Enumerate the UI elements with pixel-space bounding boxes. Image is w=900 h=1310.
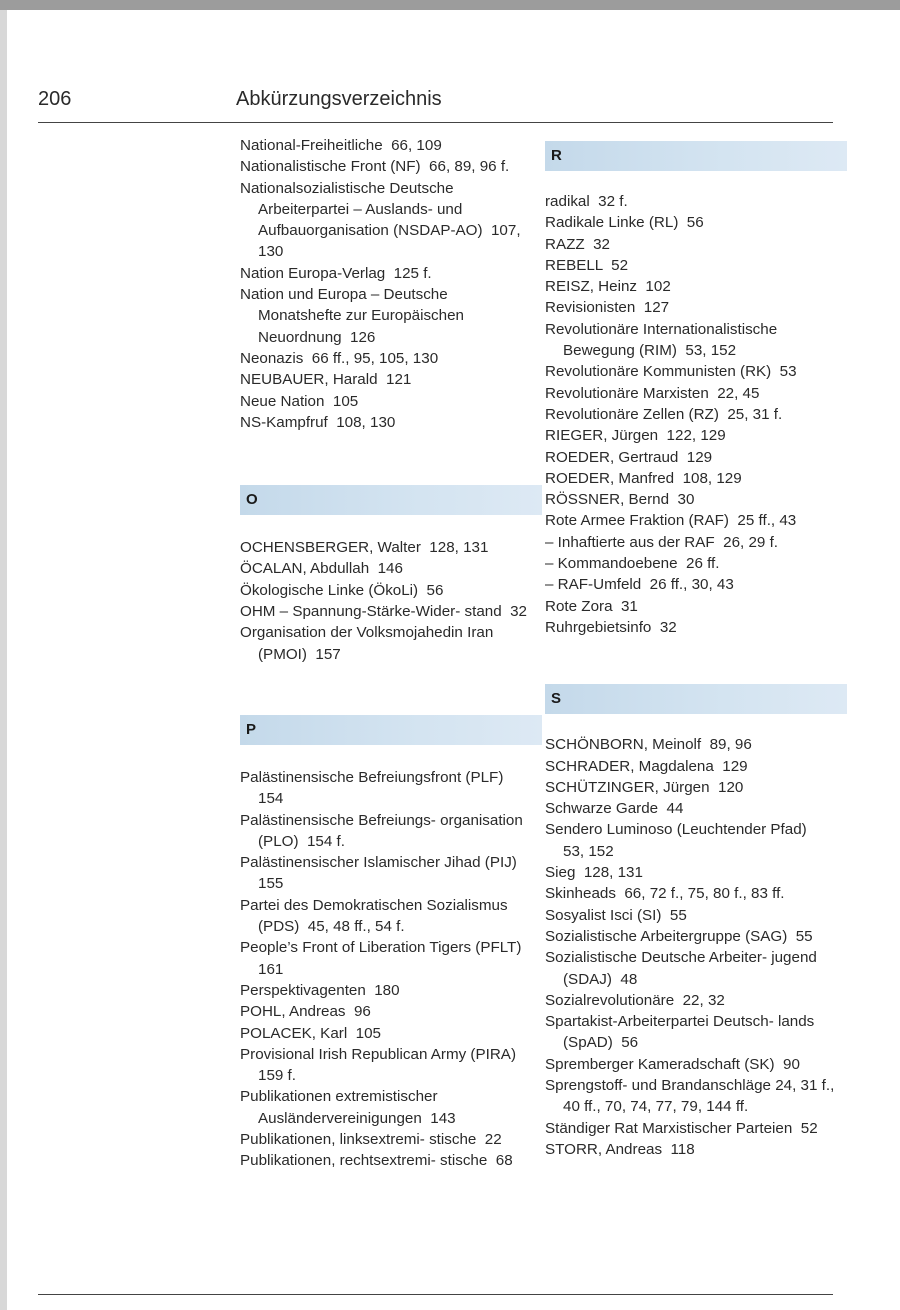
letter-heading-s: S xyxy=(545,684,847,714)
section-n xyxy=(240,135,530,433)
index-entry: OCHENSBERGER, Walter 128, 131 xyxy=(240,539,489,557)
index-entry: NEUBAUER, Harald 121 xyxy=(240,371,412,389)
index-entry: Provisional Irish Republican Army (PIRA) 159 f. xyxy=(240,1045,525,1085)
letter-heading-r: R xyxy=(545,141,847,171)
index-subentry: – Kommandoebene 26 ff. xyxy=(545,555,720,573)
index-entry: Sosyalist Isci (SI) 55 xyxy=(545,906,687,924)
index-entry: REISZ, Heinz 102 xyxy=(545,278,671,296)
index-entry: Ökologische Linke (ÖkoLi) 56 xyxy=(240,581,444,599)
index-entry: Publikationen, linksextremi- stische 22 xyxy=(240,1130,502,1148)
index-entry: Sozialrevolutionäre 22, 32 xyxy=(545,991,725,1009)
index-entry: Palästinensischer Islamischer Jihad (PIJ) 155 xyxy=(240,854,526,893)
header-rule xyxy=(38,122,833,123)
index-entry: ÖCALAN, Abdullah 146 xyxy=(240,560,403,578)
index-entry: Organisation der Volksmojahedin Iran (PMOI) 157 xyxy=(240,624,498,663)
index-subentry: – RAF-Umfeld 26 ff., 30, 43 xyxy=(545,576,734,594)
index-entry: Ständiger Rat Marxistischer Parteien 52 xyxy=(545,1119,818,1137)
letter-heading-o: O xyxy=(240,485,542,515)
index-entry: RÖSSNER, Bernd 30 xyxy=(545,491,695,509)
index-entry: Spremberger Kameradschaft (SK) 90 xyxy=(545,1055,800,1073)
index-entry: Revisionisten 127 xyxy=(545,299,670,317)
index-entry: SCHRADER, Magdalena 129 xyxy=(545,757,748,775)
index-entry: Sprengstoff- und Brandanschläge 24, 31 f., 40 ff., 70, 74, 77, 79, 144 ff. xyxy=(545,1076,839,1116)
letter-heading-p: P xyxy=(240,715,542,745)
index-entry: SCHÖNBORN, Meinolf 89, 96 xyxy=(545,736,752,754)
index-entry: Schwarze Garde 44 xyxy=(545,800,684,818)
index-entry: National-Freiheitliche 66, 109 xyxy=(240,137,442,154)
index-subentry: – Inhaftierte aus der RAF 26, 29 f. xyxy=(545,533,779,551)
section-p xyxy=(240,767,530,1172)
index-entry: ROEDER, Gertraud 129 xyxy=(545,448,713,466)
index-entry: STORR, Andreas 118 xyxy=(545,1140,695,1158)
index-entry: radikal 32 f. xyxy=(545,193,628,210)
index-entry: RAZZ 32 xyxy=(545,235,610,253)
index-entry: POHL, Andreas 96 xyxy=(240,1003,371,1021)
index-entry: Revolutionäre Kommunisten (RK) 53 xyxy=(545,363,797,381)
index-entry: People’s Front of Liberation Tigers (PFLT) 161 xyxy=(240,939,530,978)
page-number: 206 xyxy=(38,88,72,110)
index-entry: Nationalistische Front (NF) 66, 89, 96 f. xyxy=(240,158,510,176)
index-entry: Perspektivagenten 180 xyxy=(240,981,400,999)
section-s xyxy=(545,734,839,1160)
index-entry: NS-Kampfruf 108, 130 xyxy=(240,413,396,431)
index-column-right xyxy=(545,135,839,1160)
index-entry: Revolutionäre Marxisten 22, 45 xyxy=(545,384,760,402)
index-entry: Sendero Luminoso (Leuchtender Pfad) 53, 152 xyxy=(545,821,816,860)
index-entry: Spartakist-Arbeiterpartei Deutsch- lands (SpAD) 56 xyxy=(545,1013,819,1052)
index-entry: Radikale Linke (RL) 56 xyxy=(545,214,704,232)
index-entry: Nationalsozialistische Deutsche Arbeiterpartei – Auslands- und Aufbauorganisation (NSDAP-AO) 107, 130 xyxy=(240,179,525,261)
index-entry: Nation Europa-Verlag 125 f. xyxy=(240,264,432,282)
index-entry: Partei des Demokratischen Sozialismus (PDS) 45, 48 ff., 54 f. xyxy=(240,896,512,936)
index-column-left xyxy=(240,135,530,1172)
index-entry: REBELL 52 xyxy=(545,256,629,274)
scan-border-left xyxy=(0,10,7,1310)
index-entry: OHM – Spannung-Stärke-Wider- stand 32 xyxy=(240,603,528,621)
index-entry: Ruhrgebietsinfo 32 xyxy=(545,618,677,636)
index-entry: Rote Armee Fraktion (RAF) 25 ff., 43 xyxy=(545,512,797,530)
index-entry: Palästinensische Befreiungs- organisation (PLO) 154 f. xyxy=(240,811,528,850)
index-entry: RIEGER, Jürgen 122, 129 xyxy=(545,427,726,445)
page-header xyxy=(38,88,833,118)
index-entry: Sozialistische Deutsche Arbeiter- jugend (SDAJ) 48 xyxy=(545,949,822,988)
index-entry: POLACEK, Karl 105 xyxy=(240,1024,381,1042)
index-entry: Revolutionäre Internationalistische Bewegung (RIM) 53, 152 xyxy=(545,320,782,360)
index-entry: Publikationen, rechtsextremi- stische 68 xyxy=(240,1152,513,1170)
index-entry: ROEDER, Manfred 108, 129 xyxy=(545,469,742,487)
footer-rule xyxy=(38,1294,833,1295)
index-entry: Revolutionäre Zellen (RZ) 25, 31 f. xyxy=(545,405,783,423)
index-entry: Sieg 128, 131 xyxy=(545,864,643,882)
index-entry: Neue Nation 105 xyxy=(240,392,359,410)
index-entry: SCHÜTZINGER, Jürgen 120 xyxy=(545,778,744,796)
index-entry: Palästinensische Befreiungsfront (PLF) 154 xyxy=(240,768,512,808)
index-entry: Sozialistische Arbeitergruppe (SAG) 55 xyxy=(545,927,813,945)
index-entry: Rote Zora 31 xyxy=(545,597,638,615)
index-entry: Neonazis 66 ff., 95, 105, 130 xyxy=(240,349,439,367)
section-r xyxy=(545,191,835,638)
section-o xyxy=(240,537,530,665)
index-entry: Skinheads 66, 72 f., 75, 80 f., 83 ff. xyxy=(545,885,785,903)
scan-border-top xyxy=(0,0,900,10)
index-entry: Nation und Europa – Deutsche Monatshefte zur Europäischen Neuordnung 126 xyxy=(240,286,469,346)
running-title: Abkürzungsverzeichnis xyxy=(236,88,442,110)
index-entry: Publikationen extremistischer Ausländervereinigungen 143 xyxy=(240,1088,456,1127)
